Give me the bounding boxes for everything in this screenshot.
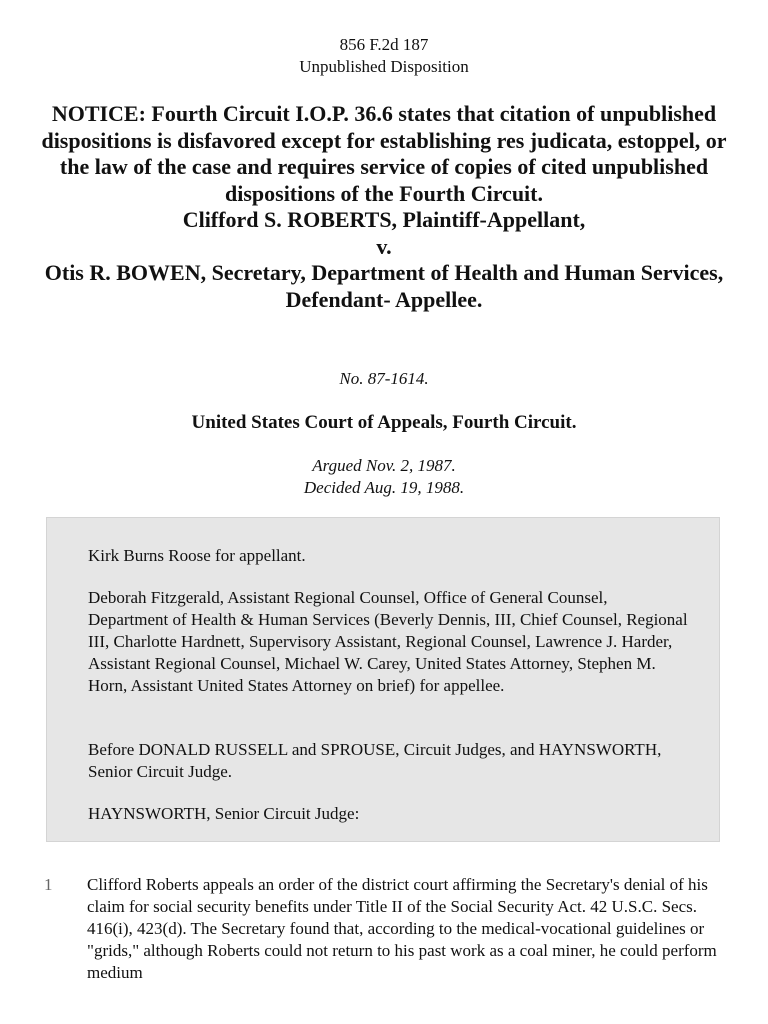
- disposition-status: Unpublished Disposition: [299, 57, 469, 76]
- argued-date: Argued Nov. 2, 1987.: [312, 456, 456, 475]
- case-dates: [0, 455, 768, 499]
- document-header: [0, 34, 768, 78]
- case-caption: [40, 101, 728, 313]
- plaintiff-name: Clifford S. ROBERTS, Plaintiff-Appellant,: [182, 207, 586, 232]
- court-name: United States Court of Appeals, Fourth Circuit.: [191, 412, 577, 433]
- appellant-counsel: Kirk Burns Roose for appellant.: [88, 546, 306, 565]
- counsel-box: [46, 517, 720, 842]
- paragraph-number: 1: [44, 875, 53, 894]
- judicial-panel: Before DONALD RUSSELL and SPROUSE, Circuit Judges, and HAYNSWORTH, Senior Circuit Judge.: [88, 740, 662, 781]
- defendant-name: Otis R. BOWEN, Secretary, Department of Health and Human Services, Defendant- Appellee.: [44, 260, 724, 312]
- appellee-counsel: Deborah Fitzgerald, Assistant Regional Counsel, Office of General Counsel, Department of Health & Human Services (Beverly Dennis, III, Chief Counsel, Regional III, Charlotte Hardnett, Supervisory Assistant, Regional Counsel, Lawrence J. Harder, Assistant Regional Counsel, Michael W. Carey, United States Attorney, Stephen M. Horn, Assistant United States Attorney on brief) for appellee.: [88, 588, 688, 695]
- decided-date: Decided Aug. 19, 1988.: [303, 478, 465, 497]
- reporter-citation: 856 F.2d 187: [339, 35, 429, 54]
- opinion-author: HAYNSWORTH, Senior Circuit Judge:: [88, 804, 360, 823]
- citation-notice: NOTICE: Fourth Circuit I.O.P. 36.6 states that citation of unpublished dispositions is disfavored except for establishing res judicata, estoppel, or the law of the case and requires service of copies of cited unpublished dispositions of the Fourth Circuit.: [41, 101, 727, 206]
- docket-number: No. 87-1614.: [339, 369, 429, 388]
- opinion-paragraph: Clifford Roberts appeals an order of the district court affirming the Secretary's denial of his claim for social security benefits under Title II of the Social Security Act. 42 U.S.C. Secs. 416(i), 423(d). The Secretary found that, according to the medical-vocational guidelines or "grids," although Roberts could not return to his past work as a coal miner, he could perform medium: [87, 875, 717, 982]
- versus-label: v.: [376, 233, 392, 259]
